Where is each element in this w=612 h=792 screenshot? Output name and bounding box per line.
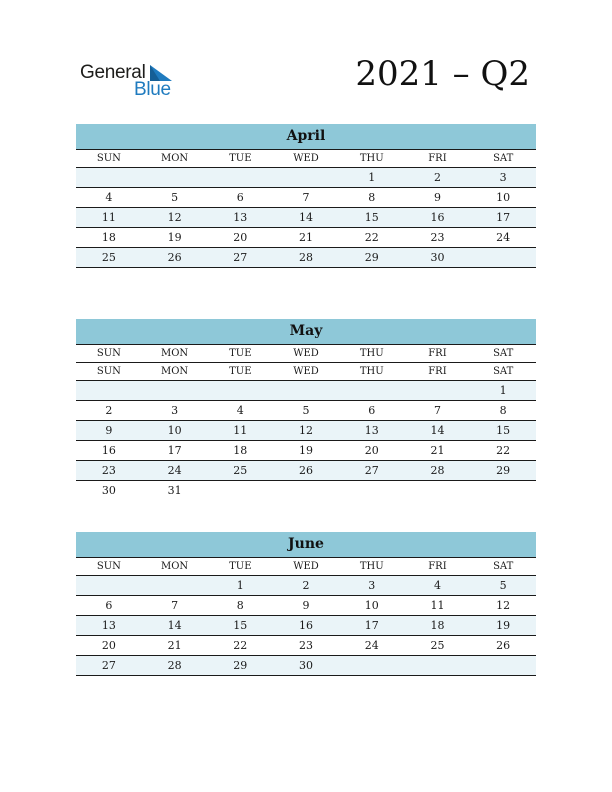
week-row: [76, 461, 536, 481]
day-cell: 6: [368, 404, 376, 417]
day-cell: [76, 168, 142, 187]
day-cell: 7: [302, 191, 310, 204]
day-cell: 14: [430, 424, 445, 437]
logo-blue-text: Blue: [134, 79, 171, 100]
week-row: [76, 248, 536, 268]
day-cell: 15: [496, 424, 511, 437]
weekday-header-row: [76, 558, 536, 576]
day-cell: 13: [364, 424, 379, 437]
day-cell: 21: [167, 639, 182, 652]
day-cell: [470, 656, 536, 675]
day-cell: 27: [233, 251, 248, 264]
day-cell: [76, 576, 142, 595]
week-row: [76, 381, 536, 401]
day-cell: 20: [364, 444, 379, 457]
day-cell: 23: [430, 231, 445, 244]
day-cell: 1: [236, 579, 244, 592]
day-cell: 7: [433, 404, 441, 417]
day-cell: 12: [496, 599, 511, 612]
page-title: 2021 – Q2: [355, 54, 530, 94]
day-cell: 24: [496, 231, 511, 244]
day-cell: 10: [496, 191, 511, 204]
day-cell: 23: [101, 464, 116, 477]
day-cell: [76, 381, 142, 400]
day-cell: 1: [499, 384, 507, 397]
day-cell: 15: [364, 211, 379, 224]
weekday-label: SAT: [493, 561, 514, 572]
weekday-header-row: [76, 363, 536, 381]
week-row: [76, 228, 536, 248]
day-cell: 27: [101, 659, 116, 672]
day-cell: 17: [496, 211, 511, 224]
day-cell: 12: [167, 211, 182, 224]
month-june: [76, 532, 536, 676]
logo: [80, 62, 180, 102]
day-cell: 18: [430, 619, 445, 632]
day-cell: 10: [167, 424, 182, 437]
day-cell: 8: [368, 191, 376, 204]
day-cell: 4: [236, 404, 244, 417]
day-cell: 19: [496, 619, 511, 632]
day-cell: [405, 481, 471, 501]
day-cell: [273, 481, 339, 501]
weekday-label: WED: [293, 366, 319, 377]
day-cell: 30: [299, 659, 314, 672]
day-cell: 3: [171, 404, 179, 417]
day-cell: 29: [233, 659, 248, 672]
day-cell: 13: [101, 619, 116, 632]
weekday-label: TUE: [229, 366, 252, 377]
day-cell: 12: [299, 424, 314, 437]
weekday-header-row: [76, 150, 536, 168]
weekday-label: FRI: [428, 348, 447, 359]
weekday-label: SUN: [96, 366, 121, 377]
weekday-label: SUN: [96, 348, 121, 359]
day-cell: 31: [167, 484, 182, 497]
day-cell: 14: [299, 211, 314, 224]
day-cell: 18: [233, 444, 248, 457]
day-cell: 25: [101, 251, 116, 264]
weekday-label: FRI: [428, 153, 447, 164]
week-row: [76, 656, 536, 676]
weekday-label: SUN: [96, 561, 121, 572]
weekday-label: SAT: [493, 153, 514, 164]
day-cell: [405, 381, 471, 400]
day-cell: 11: [430, 599, 445, 612]
day-cell: 21: [299, 231, 314, 244]
month-title: May: [76, 319, 536, 345]
week-row: [76, 401, 536, 421]
month-title: June: [76, 532, 536, 558]
day-cell: [207, 168, 273, 187]
day-cell: 24: [364, 639, 379, 652]
logo-general-text: General: [80, 62, 146, 83]
weekday-label: THU: [359, 561, 384, 572]
day-cell: [273, 381, 339, 400]
month-april: [76, 124, 536, 268]
weekday-header-row: [76, 345, 536, 363]
day-cell: 29: [364, 251, 379, 264]
day-cell: 13: [233, 211, 248, 224]
day-cell: 4: [433, 579, 441, 592]
weekday-label: THU: [359, 153, 384, 164]
day-cell: 14: [167, 619, 182, 632]
day-cell: 17: [167, 444, 182, 457]
day-cell: 21: [430, 444, 445, 457]
day-cell: 23: [299, 639, 314, 652]
weekday-label: SUN: [96, 153, 121, 164]
day-cell: 25: [430, 639, 445, 652]
day-cell: 5: [171, 191, 179, 204]
day-cell: 26: [299, 464, 314, 477]
day-cell: [339, 381, 405, 400]
weekday-label: WED: [293, 348, 319, 359]
day-cell: 5: [302, 404, 310, 417]
weekday-label: THU: [359, 366, 384, 377]
day-cell: [273, 168, 339, 187]
day-cell: 6: [105, 599, 113, 612]
day-cell: [207, 381, 273, 400]
week-row: [76, 636, 536, 656]
day-cell: 28: [167, 659, 182, 672]
day-cell: 18: [101, 231, 116, 244]
day-cell: 7: [171, 599, 179, 612]
day-cell: 17: [364, 619, 379, 632]
weekday-label: WED: [293, 561, 319, 572]
weekday-label: THU: [359, 348, 384, 359]
day-cell: 26: [167, 251, 182, 264]
week-row: [76, 481, 536, 501]
day-cell: [470, 248, 536, 267]
weekday-label: SAT: [493, 348, 514, 359]
week-row: [76, 616, 536, 636]
day-cell: [470, 481, 536, 501]
day-cell: 28: [430, 464, 445, 477]
day-cell: 20: [233, 231, 248, 244]
day-cell: 22: [233, 639, 248, 652]
day-cell: 30: [430, 251, 445, 264]
day-cell: 11: [101, 211, 116, 224]
weekday-label: MON: [160, 366, 189, 377]
day-cell: 25: [233, 464, 248, 477]
weekday-label: SAT: [493, 366, 514, 377]
weekday-label: MON: [160, 348, 189, 359]
week-row: [76, 596, 536, 616]
day-cell: 9: [433, 191, 441, 204]
day-cell: 11: [233, 424, 248, 437]
day-cell: 2: [302, 579, 310, 592]
day-cell: 22: [364, 231, 379, 244]
day-cell: [142, 576, 208, 595]
weekday-label: MON: [160, 153, 189, 164]
day-cell: 20: [101, 639, 116, 652]
week-row: [76, 208, 536, 228]
day-cell: 24: [167, 464, 182, 477]
day-cell: 16: [430, 211, 445, 224]
day-cell: [142, 168, 208, 187]
month-may: [76, 319, 536, 501]
day-cell: 30: [101, 484, 116, 497]
weekday-label: FRI: [428, 366, 447, 377]
day-cell: 16: [101, 444, 116, 457]
month-title: April: [76, 124, 536, 150]
day-cell: 8: [499, 404, 507, 417]
weekday-label: FRI: [428, 561, 447, 572]
day-cell: 8: [236, 599, 244, 612]
day-cell: 6: [236, 191, 244, 204]
weekday-label: MON: [160, 561, 189, 572]
day-cell: [405, 656, 471, 675]
day-cell: 19: [167, 231, 182, 244]
week-row: [76, 168, 536, 188]
day-cell: 9: [105, 424, 113, 437]
day-cell: 1: [368, 171, 376, 184]
day-cell: 2: [105, 404, 113, 417]
week-row: [76, 188, 536, 208]
week-row: [76, 421, 536, 441]
week-row: [76, 576, 536, 596]
weekday-label: TUE: [229, 153, 252, 164]
day-cell: 4: [105, 191, 113, 204]
day-cell: 28: [299, 251, 314, 264]
day-cell: [339, 656, 405, 675]
weekday-label: WED: [293, 153, 319, 164]
day-cell: [142, 381, 208, 400]
day-cell: 5: [499, 579, 507, 592]
day-cell: 9: [302, 599, 310, 612]
day-cell: 2: [433, 171, 441, 184]
day-cell: [207, 481, 273, 501]
day-cell: 3: [368, 579, 376, 592]
day-cell: [339, 481, 405, 501]
day-cell: 22: [496, 444, 511, 457]
day-cell: 27: [364, 464, 379, 477]
day-cell: 19: [299, 444, 314, 457]
day-cell: 29: [496, 464, 511, 477]
day-cell: 10: [364, 599, 379, 612]
weekday-label: TUE: [229, 561, 252, 572]
weekday-label: TUE: [229, 348, 252, 359]
day-cell: 16: [299, 619, 314, 632]
day-cell: 3: [499, 171, 507, 184]
day-cell: 15: [233, 619, 248, 632]
day-cell: 26: [496, 639, 511, 652]
week-row: [76, 441, 536, 461]
